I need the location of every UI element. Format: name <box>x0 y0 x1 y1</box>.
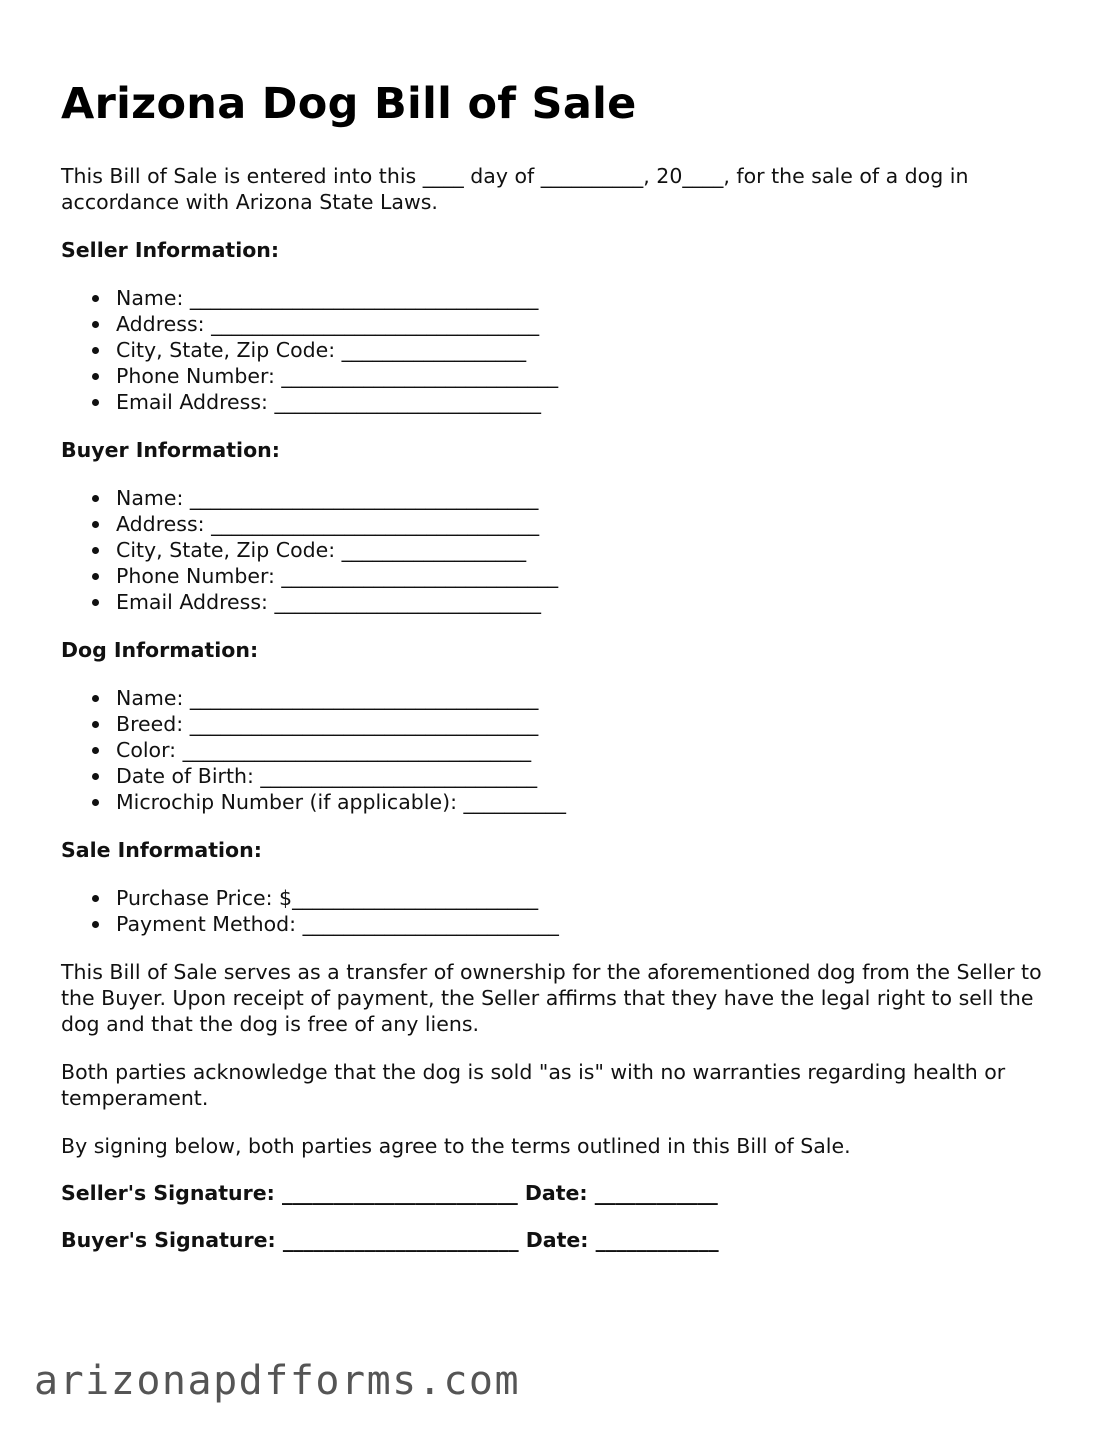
buyer-address-field: Address: ________________________________ <box>116 511 1051 537</box>
document-title: Arizona Dog Bill of Sale <box>61 79 637 129</box>
document-page <box>61 78 1051 1253</box>
buyer-city-state-zip-field: City, State, Zip Code: __________________ <box>116 537 1051 563</box>
seller-name-field: Name: __________________________________ <box>116 285 1051 311</box>
dog-information-list <box>61 685 1051 815</box>
buyer-name-field: Name: __________________________________ <box>116 485 1051 511</box>
seller-address-field: Address: ________________________________ <box>116 311 1051 337</box>
intro-paragraph: This Bill of Sale is entered into this ____ day of __________, 20____, for the sale of a dog in accordance with Arizona State Laws. <box>61 164 969 214</box>
seller-city-state-zip-field: City, State, Zip Code: __________________ <box>116 337 1051 363</box>
seller-information-list <box>61 285 1051 415</box>
sale-information-list <box>61 885 1051 937</box>
dog-date-of-birth-field: Date of Birth: ___________________________ <box>116 763 1051 789</box>
buyer-signature-line: Buyer's Signature: _______________________ Date: ____________ <box>61 1228 719 1252</box>
buyer-email-field: Email Address: __________________________ <box>116 589 1051 615</box>
seller-signature-line: Seller's Signature: _______________________ Date: ____________ <box>61 1181 718 1205</box>
agreement-paragraph: By signing below, both parties agree to the terms outlined in this Bill of Sale. <box>61 1134 851 1158</box>
watermark: arizonapdfforms.com <box>34 1358 521 1404</box>
seller-email-field: Email Address: __________________________ <box>116 389 1051 415</box>
buyer-information-list <box>61 485 1051 615</box>
seller-information-heading: Seller Information: <box>61 238 280 262</box>
as-is-paragraph: Both parties acknowledge that the dog is sold "as is" with no warranties regarding health or temperament. <box>61 1060 1006 1110</box>
payment-method-field: Payment Method: _________________________ <box>116 911 1051 937</box>
buyer-phone-field: Phone Number: ___________________________ <box>116 563 1051 589</box>
dog-information-heading: Dog Information: <box>61 638 259 662</box>
dog-microchip-field: Microchip Number (if applicable): __________ <box>116 789 1051 815</box>
seller-phone-field: Phone Number: ___________________________ <box>116 363 1051 389</box>
transfer-paragraph: This Bill of Sale serves as a transfer of ownership for the aforementioned dog from the Seller to the Buyer. Upon receipt of payment, the Seller affirms that they have the legal right to sell the dog and that the dog is free of any liens. <box>61 960 1042 1036</box>
buyer-information-heading: Buyer Information: <box>61 438 280 462</box>
dog-breed-field: Breed: __________________________________ <box>116 711 1051 737</box>
sale-information-heading: Sale Information: <box>61 838 262 862</box>
purchase-price-field: Purchase Price: $________________________ <box>116 885 1051 911</box>
dog-name-field: Name: __________________________________ <box>116 685 1051 711</box>
dog-color-field: Color: __________________________________ <box>116 737 1051 763</box>
